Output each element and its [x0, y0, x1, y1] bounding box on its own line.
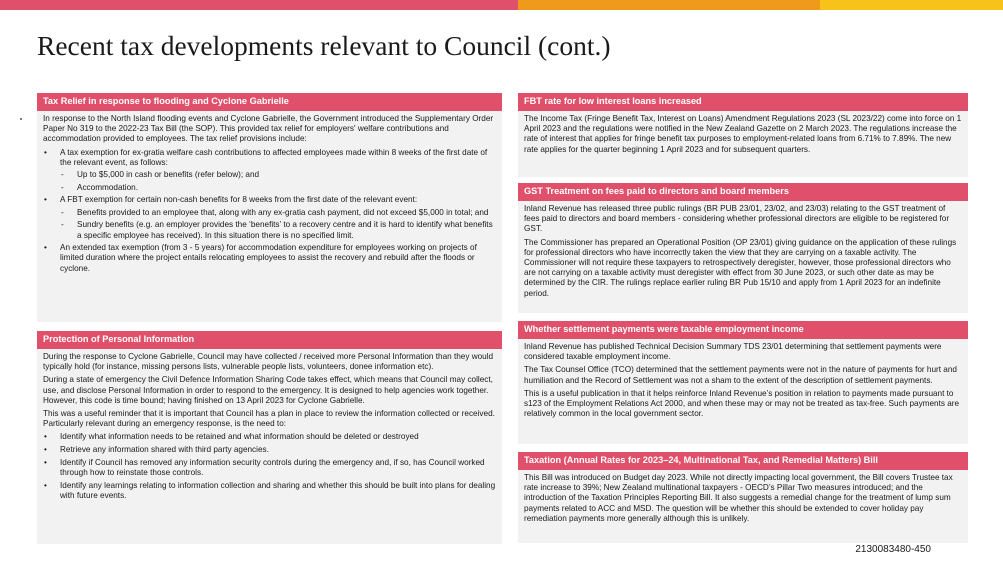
panel-heading-settlement: Whether settlement payments were taxable employment income	[518, 321, 968, 339]
gst-paragraph: The Commissioner has prepared an Operational Position (OP 23/01) giving guidance on the application of these rulings for professional directors who have incorrectly taken the view that they are carrying on a taxable activity. The Commissioner will not require these taxpayers to retrospectively deregister, however, those professional directors who are not carrying on a taxable activity must deregister with effect from 30 June 2023, or such other date as may be determined by the CIR. The rulings replace earlier ruling BR Pub 15/10 and apply from 1 April 2023 for an indefinite period.	[524, 237, 957, 298]
tax-relief-intro: In response to the North Island flooding events and Cyclone Gabrielle, the Government introduced the Supplementary Order Paper No 319 to the 2022-23 Tax Bill (the SOP). This provided tax relief for employers' welfare contributions and accommodation provided to employees. The tax relief provisions include:	[43, 114, 494, 144]
panel-heading-privacy: Protection of Personal Information	[37, 331, 502, 349]
sub-list-item: - Accommodation.	[60, 183, 496, 193]
panel-heading-tax-relief: Tax Relief in response to flooding and Cyclone Gabrielle	[37, 93, 502, 111]
page-title: Recent tax developments relevant to Council (cont.)	[37, 30, 611, 61]
panel-body-fbt	[518, 111, 968, 155]
privacy-list	[43, 432, 496, 501]
bullet-text: An extended tax exemption (from 3 - 5 years) for accommodation expenditure for employees working on projects of limited duration where the project entails relocating employees to assist the recovery and rebuild after the floods or cyclone.	[60, 243, 477, 273]
panel-heading-gst: GST Treatment on fees paid to directors and board members	[518, 183, 968, 201]
sub-list-item: - Benefits provided to an employee that, along with any ex-gratia cash payment, did not exceed $5,000 in total; and	[60, 208, 496, 218]
privacy-paragraph: During the response to Cyclone Gabrielle, Council may have collected / received more Personal Information than they would typically hold (for instance, missing persons lists, vulnerable people lists, volunteers, donee information etc).	[43, 352, 494, 372]
tax-relief-list	[43, 148, 496, 274]
settlement-paragraph: Inland Revenue has published Technical Decision Summary TDS 23/01 determining that settlement payments were considered taxable employment income.	[524, 342, 942, 362]
settlement-paragraph: The Tax Counsel Office (TCO) determined that the settlement payments were not in the nature of payments for hurt and humiliation and the Record of Settlement was not a sham to the extent of the description of settlement payments.	[524, 365, 957, 385]
fbt-paragraph: The Income Tax (Fringe Benefit Tax, Interest on Loans) Amendment Regulations 2023 (SL 2023/22) come into force on 1 April 2023 and the regulations were notified in the New Zealand Gazette on 2 March 2023. The regulations increase the rate of interest that applies for fringe benefit tax purposes to employment-related loans from 6.71% to 7.89%. The new rate applies for the quarter beginning 1 April 2023 and for subsequent quarters.	[524, 114, 962, 154]
bullet-text: A FBT exemption for certain non-cash benefits for 8 weeks from the first date of the relevant event:	[60, 195, 418, 205]
panel-body-tax-relief	[37, 111, 502, 274]
sub-list-item: - Sundry benefits (e.g. an employer provides the ‘benefits’ to a recovery centre and it is hard to identify what benefits a specific employee has received). In this situation there is no specified limit.	[60, 220, 496, 240]
panel-privacy	[37, 331, 502, 544]
gst-paragraph: Inland Revenue has released three public rulings (BR PUB 23/01, 23/02, and 23/03) relating to the GST treatment of fees paid to directors and board members - considering whether professional directors are eligible to be registered for GST.	[524, 204, 950, 234]
panel-taxation-bill	[518, 452, 968, 543]
panel-body-settlement	[518, 339, 968, 419]
sub-list-item: - Up to $5,000 in cash or benefits (refer below); and	[60, 170, 496, 180]
panel-tax-relief	[37, 93, 502, 322]
list-item	[43, 195, 496, 240]
panel-heading-fbt: FBT rate for low interest loans increased	[518, 93, 968, 111]
accent-bar-yellow	[820, 0, 1003, 10]
accent-bar-pink	[0, 0, 518, 10]
list-item: • Identify if Council has removed any information security controls during the emergency and, if so, has Council worked through how to reinstate those controls.	[43, 458, 496, 478]
privacy-paragraph: During a state of emergency the Civil Defence Information Sharing Code takes effect, which means that Council may collect, use, and disclose Personal Information in order to respond to the emergency. It is designed to help agencies work together. However, this code is time bound; having finished on 13 April 2023 for Cyclone Gabrielle.	[43, 375, 493, 405]
list-item: • Identify any learnings relating to information collection and sharing and whether this should be built into plans for dealing with future events.	[43, 481, 496, 501]
list-item: • Retrieve any information shared with third party agencies.	[43, 445, 496, 455]
list-item: • Identify what information needs to be retained and what information should be deleted or destroyed	[43, 432, 496, 442]
top-accent-bar	[0, 0, 1003, 10]
list-item	[43, 148, 496, 193]
panel-gst	[518, 183, 968, 313]
sub-list	[60, 208, 496, 241]
panel-fbt	[518, 93, 968, 177]
panel-body-privacy	[37, 349, 502, 501]
sub-list	[60, 170, 496, 193]
settlement-paragraph: This is a useful publication in that it helps reinforce Inland Revenue’s position in relation to payments made pursuant to s123 of the Employment Relations Act 2000, and when these may or may not be treated as tax-free. Such payments are relatively common in the local government sector.	[524, 388, 960, 419]
list-item	[43, 243, 496, 274]
panel-body-taxation-bill	[518, 470, 968, 524]
document-reference: 2130083480-450	[855, 544, 931, 555]
panel-body-gst	[518, 201, 968, 299]
panel-heading-taxation-bill: Taxation (Annual Rates for 2023–24, Multinational Tax, and Remedial Matters) Bill	[518, 452, 968, 470]
privacy-paragraph: This was a useful reminder that it is important that Council has a plan in place to review the information collected or received. Particularly relevant during an emergency response, is the need to:	[43, 409, 495, 429]
panel-settlement	[518, 321, 968, 444]
stray-dot	[20, 118, 22, 120]
accent-bar-orange	[518, 0, 820, 10]
bill-paragraph: This Bill was introduced on Budget day 2023. While not directly impacting local government, the Bill covers Trustee tax rate increase to 39%; New Zealand multinational taxpayers - OECD’s Pillar Two measures introduced; and the introduction of the Taxation Principles Reporting Bill. It also suggests a remedial change for the treatment of lump sum payments related to ACC and MSD. The question will be whether this should be extended to cover holiday pay remediation payments more generally although this is unlikely.	[524, 473, 953, 523]
bullet-text: A tax exemption for ex-gratia welfare cash contributions to affected employees made within 8 weeks of the first date of the relevant event, as follows:	[60, 147, 488, 167]
